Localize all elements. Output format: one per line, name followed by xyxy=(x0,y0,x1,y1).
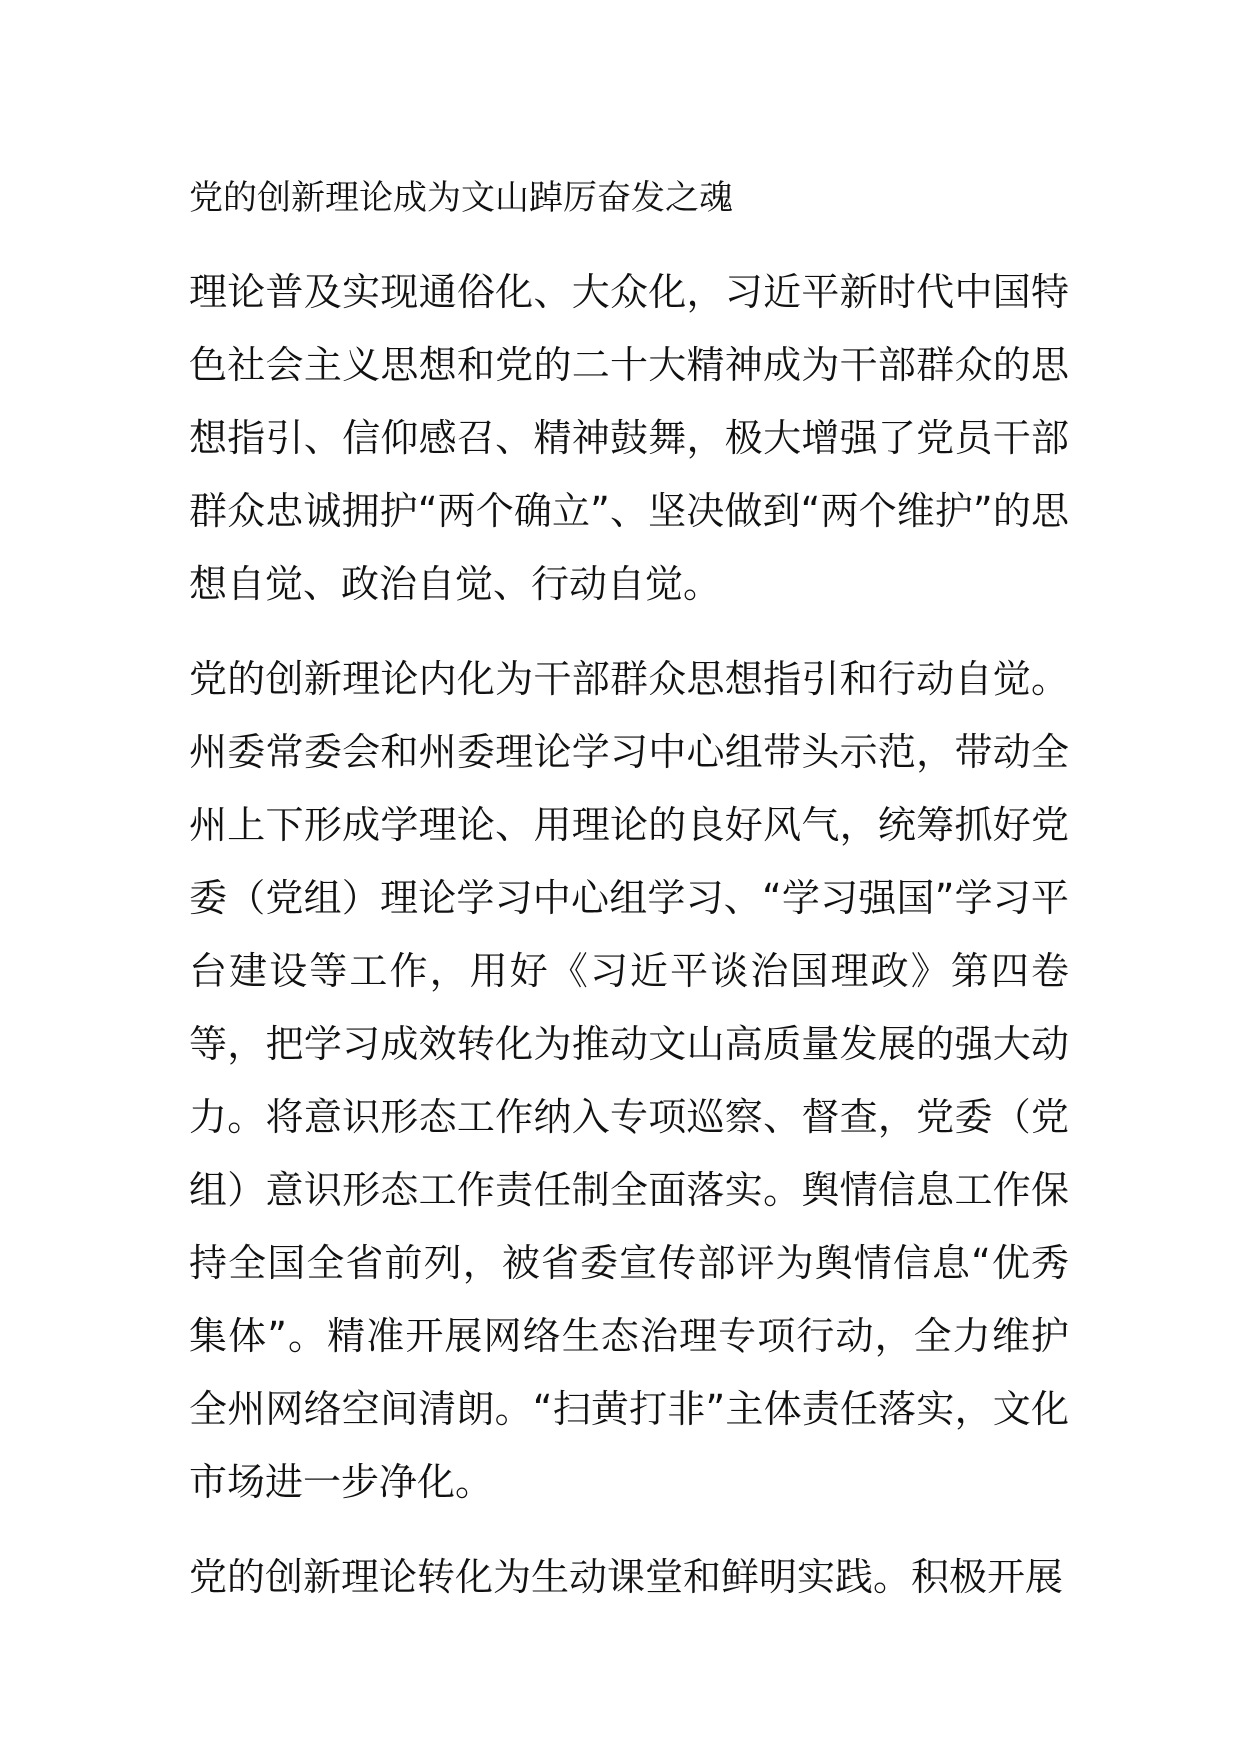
document-title: 党的创新理论成为文山踔厉奋发之魂 xyxy=(189,178,733,218)
document-body xyxy=(189,162,1069,1636)
paragraph-1: 理论普及实现通俗化、大众化，习近平新时代中国特色社会主义思想和党的二十大精神成为干部群众的思想指引、信仰感召、精神鼓舞，极大增强了党员干部群众忠诚拥护“两个确立”、坚决做到“两个维护”的思想自觉、政治自觉、行动自觉。 xyxy=(189,270,1069,606)
paragraph-3: 党的创新理论转化为生动课堂和鲜明实践。积极开展 xyxy=(189,1555,1064,1599)
paragraph-2: 党的创新理论内化为干部群众思想指引和行动自觉。州委常委会和州委理论学习中心组带头示范，带动全州上下形成学理论、用理论的良好风气，统筹抓好党委（党组）理论学习中心组学习、“学习强国”学习平台建设等工作，用好《习近平谈治国理政》第四卷等，把学习成效转化为推动文山高质量发展的强大动力。将意识形态工作纳入专项巡察、督查，党委（党组）意识形态工作责任制全面落实。舆情信息工作保持全国全省前列，被省委宣传部评为舆情信息“优秀集体”。精准开展网络生态治理专项行动，全力维护全州网络空间清朗。“扫黄打非”主体责任落实，文化市场进一步净化。 xyxy=(189,657,1069,1504)
